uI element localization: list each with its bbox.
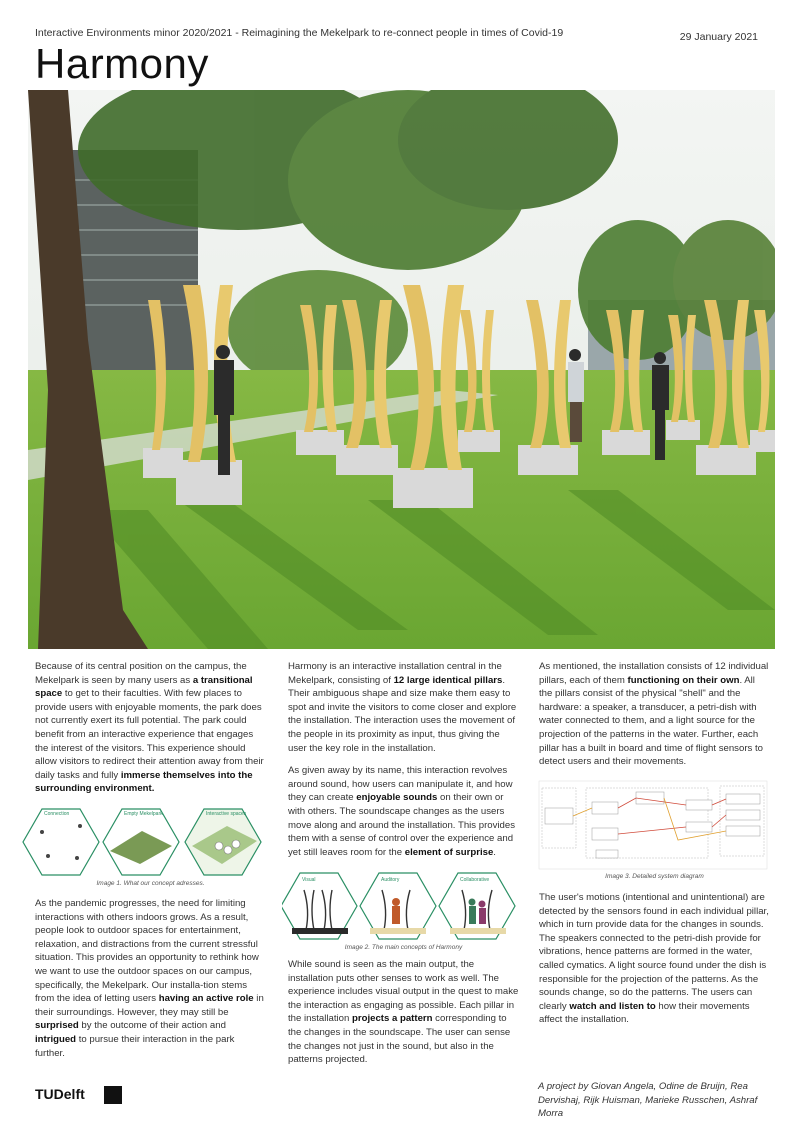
park-render [28, 90, 775, 649]
caption-image-2: Image 2. The main concepts of Harmony [344, 944, 463, 951]
emphasis: 12 large identical pillars [393, 674, 503, 686]
hero-image [28, 90, 775, 649]
emphasis: projects a pattern [352, 1013, 433, 1025]
emphasis: watch and listen to [569, 1000, 656, 1012]
senses-paragraph: While sound is seen as the main output, the installation puts other senses to work as well. The experience includes visual output in the quest to make the interaction as engaging as possible. Each pillar in the installation projects a pattern corresponding to the changes in the soundscape. The user can sense the changes not just in the sound, but also in the patterns projected. [288, 959, 519, 1066]
page-title: Harmony [35, 40, 209, 87]
emphasis: a transitional space [35, 674, 253, 700]
harmony-paragraph: Harmony is an interactive installation central in the Mekelpark, consisting of 12 large identical pillars. Their ambiguous shape and size make them easy to spot and invite the visitors to come closer and explore the installation. The interaction uses the movement of the people in its proximity as input, thus giving the user the key role in the installation. [288, 661, 517, 754]
emphasis: immerse themselves into the surrounding environment. [35, 769, 253, 795]
column-system [539, 660, 770, 778]
project-credits: A project by Giovan Angela, Odine de Bruijn, Rea Dervishaj, Rijk Huisman, Marieke Russchen, Ashraf Morra [538, 1081, 758, 1120]
column-concept-continued [288, 958, 519, 1076]
emphasis: element of surprise [404, 846, 494, 858]
secondary-logo-icon [104, 1086, 122, 1104]
fig2-label-collaborative: Collaborative [460, 877, 490, 883]
figure-system-diagram [538, 780, 768, 870]
intro-paragraph: Because of its central position on the campus, the Mekelpark is seen by many users as a transitional space to get to their faculties. With few places to provide users with enjoyable moments, the park does not currently exert its full potential. The park could benefit from an interactive experience that engages the interest of the visitors. This experience should allow visitors to redirect their attention away from their daily tasks and fully immerse themselves into the surrounding environment. [35, 661, 264, 795]
emphasis: having an active role [158, 993, 254, 1005]
figure-main-concepts [282, 870, 522, 942]
fig1-label-empty: Empty Mekelpark [124, 811, 163, 817]
emphasis: enjoyable sounds [356, 792, 438, 804]
date: 29 January 2021 [679, 31, 758, 43]
emphasis: surprised [35, 1020, 79, 1032]
column-concept [288, 660, 519, 868]
pandemic-paragraph: As the pandemic progresses, the need for limiting interactions with others indoors grows. As a result, people look to outdoor spaces for entertainment, relaxation, and distractions from the current stressful situation. This provides an opportunity to rethink how we want to use the outdoor spaces on our campus, specifically, the Mekelpark. Our installa-tion stems from the idea of letting users having an active role in their surroundings. However, they may still be surprised by the outcome of their action and intrigued to pursue their interaction in the park further. [35, 898, 264, 1059]
fig1-label-connection: Connection [44, 811, 70, 817]
column-system-continued [539, 891, 770, 1036]
pillars-paragraph: As mentioned, the installation consists of 12 individual pillars, each of them functioning on their own. All the pillars consist of the physical "shell" and the hardware: a speaker, a transducer, a petri-dish with water connected to them, and a light source for the projection of the patterns in the water. Further, each pillar has a built in board and time of flight sensors to detect users and their movements. [539, 661, 769, 768]
fig2-label-auditory: Auditory [381, 877, 400, 883]
caption-image-3: Image 3. Detailed system diagram [605, 873, 704, 880]
figure-concept-addresses [22, 806, 267, 878]
column-intro-continued [35, 897, 266, 1069]
tudelft-logo: TUDelft [35, 1086, 85, 1102]
fig1-label-interactive: Interactive spaces [206, 811, 247, 817]
fig2-label-visual: Visual [302, 877, 316, 883]
series-title: Interactive Environments minor 2020/2021 - Reimagining the Mekelpark to re-connect people in times of Covid-19 [35, 27, 564, 39]
sound-paragraph: As given away by its name, this interaction revolves around sound, how users can manipulate it, and how they can create enjoyable sounds on their own or with others. The soundscape changes as the users move along and around the installation. This provides them with a sense of control over the experience and yet still leaves room for the element of surprise. [288, 765, 516, 858]
emphasis: functioning on their own [627, 674, 740, 686]
column-intro [35, 660, 266, 805]
motions-paragraph: The user's motions (intentional and unintentional) are detected by the sensors found in each individual pillar, which in turn provide data for the changes in sounds. The speakers connected to the petri-dish provide for vibrations, hence patterns are formed in the water, called cymatics. A light source found under the dish is responsible for the projection of the patterns. As the sounds change, so do the patterns. The users can clearly watch and listen to how their movements affect the installation. [539, 892, 769, 1026]
caption-image-1: Image 1. What our concept adresses. [96, 880, 205, 887]
emphasis: intrigued [35, 1033, 77, 1045]
